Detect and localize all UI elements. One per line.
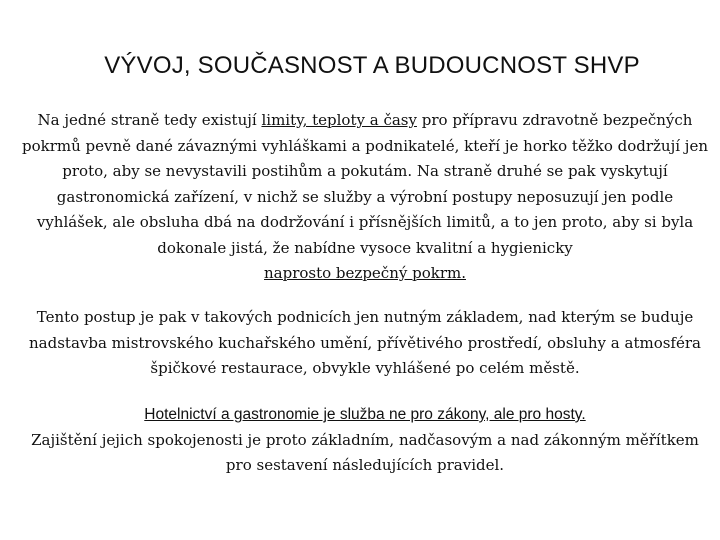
paragraph-limits (20, 108, 710, 287)
paragraph-procedure: Tento postup je pak v takových podnicích jen nutným základem, nad kterým se buduje nadstavba mistrovského kuchařského umění, přívětivého prostředí, obsluhy a atmosféra špičkové restaurace, obvykle vyhlášené po celém městě. (29, 308, 701, 377)
paragraph-hospitality-body: Zajištění jejich spokojenosti je proto základním, nadčasovým a nad zákonným měřítkem pro sestavení následujících pravidel. (31, 430, 699, 474)
page-title: VÝVOJ, SOUČASNOST A BUDOUCNOST SHVP (104, 52, 640, 79)
paragraph-limits-body: pro přípravu zdravotně bezpečných pokrmů pevně dané závaznými vyhláškami a podnikatelé, kteří je horko těžko dodržují jen proto, aby se nevystavili postihům a pokutám. Na straně druhé se pak vyskytují gastronomická zařízení, v nichž se služby a výrobní postupy neposuzují jen podle vyhlášek, ale obsluha dbá na dodržování i přísnějších limitů, a to jen proto, aby si byla dokonale jistá, že nabídne vysoce kvalitní a hygienicky (21, 111, 708, 257)
underlined-hospitality-statement: Hotelnictví a gastronomie je služba ne pro zákony, ale pro hosty. (144, 406, 586, 423)
paragraph-hospitality (20, 402, 710, 479)
underlined-safe-meal-phrase: naprosto bezpečný pokrm. (264, 264, 466, 282)
underlined-limits-phrase: limity, teploty a časy (261, 111, 417, 129)
paragraph-limits-intro: Na jedné straně tedy existují (37, 111, 257, 129)
